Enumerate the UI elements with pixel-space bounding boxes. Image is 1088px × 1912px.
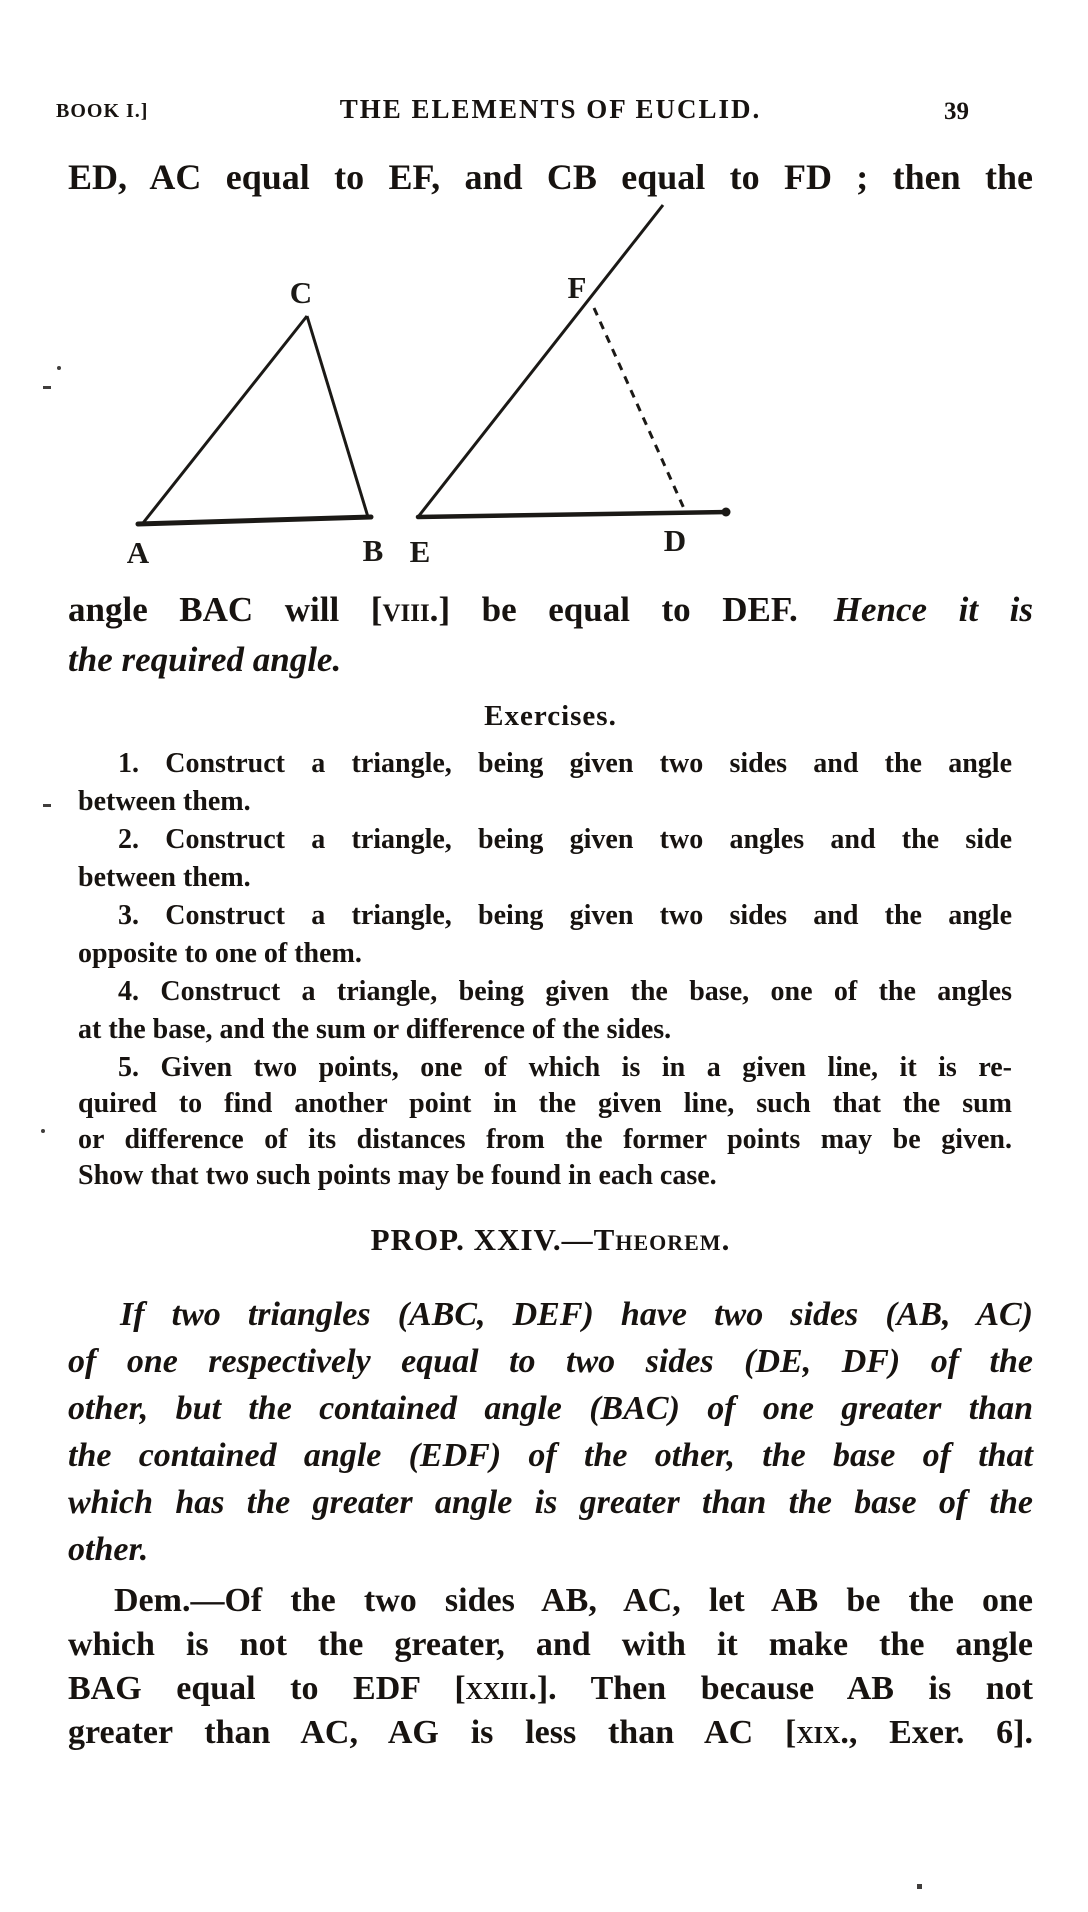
- dashed-line-FD: [594, 308, 686, 513]
- theorem-line-4: the contained angle (EDF) of the other, the base of that: [68, 1437, 1033, 1474]
- scan-speck: [43, 386, 51, 389]
- prop-reference-viii: viii.: [382, 590, 439, 629]
- proposition-heading: [68, 1222, 1033, 1258]
- demonstration-line-2: which is not the greater, and with it make the angle: [68, 1626, 1033, 1663]
- dem-label: Dem.: [114, 1582, 191, 1619]
- theorem-line-1: If two triangles (ABC, DEF) have two sides (AB, AC): [120, 1296, 1033, 1333]
- exercise-3-line-2: opposite to one of them.: [78, 938, 362, 969]
- exercise-1-line-1: 1. Construct a triangle, being given two sides and the angle: [118, 748, 1012, 779]
- exercise-2-line-1: 2. Construct a triangle, being given two angles and the side: [118, 824, 1012, 855]
- after-figure-text: angle BAC will [: [68, 590, 383, 629]
- triangle-base-AB: [138, 517, 371, 524]
- theorem-line-2: of one respectively equal to two sides (DE, DF) of the: [68, 1343, 1033, 1380]
- triangles-figure: [90, 195, 770, 585]
- scan-speck: [57, 366, 61, 370]
- running-head-book: BOOK I.]: [56, 100, 149, 122]
- exercise-5-line-1: 5. Given two points, one of which is in a given line, it is re-: [118, 1052, 1012, 1083]
- exercise-1-line-2: between them.: [78, 786, 251, 817]
- scan-speck: [917, 1884, 922, 1889]
- base-end-blob: [722, 508, 731, 517]
- page-number: 39: [944, 98, 969, 125]
- demonstration-line-1: [68, 1582, 1033, 1620]
- exercise-2-line-2: between them.: [78, 862, 251, 893]
- dem-line-4-text: greater than AC, AG is less than AC [: [68, 1714, 797, 1751]
- exercise-4-line-2: at the base, and the sum or difference of the sides.: [78, 1014, 672, 1045]
- demonstration-line-4: [68, 1714, 1033, 1752]
- after-figure-line-2: the required angle.: [68, 640, 342, 679]
- exercise-3-line-1: 3. Construct a triangle, being given two sides and the angle: [118, 900, 1012, 931]
- dem-line-3-text-2: ]. Then because AB is not: [536, 1670, 1033, 1707]
- prop-reference-xix: xix.: [796, 1714, 849, 1751]
- exercises-heading: Exercises.: [484, 700, 617, 732]
- running-head-title: THE ELEMENTS OF EUCLID.: [339, 94, 762, 124]
- dem-line-4-text-2: , Exer. 6].: [848, 1714, 1034, 1751]
- base-ED: [418, 512, 728, 517]
- exercise-5-line-4: Show that two such points may be found in each case.: [78, 1160, 717, 1191]
- after-figure-text-2: ] be equal to DEF.: [438, 590, 798, 629]
- vertex-label-B: B: [362, 533, 384, 568]
- scan-speck: [43, 804, 51, 807]
- intro-line: ED, AC equal to EF, and CB equal to FD ; then the: [68, 157, 1033, 197]
- proposition-type: Theorem.: [593, 1222, 731, 1257]
- theorem-line-3: other, but the contained angle (BAC) of one greater than: [68, 1390, 1033, 1427]
- hence-italic-text: Hence it is: [833, 590, 1033, 629]
- exercise-4-line-1: 4. Construct a triangle, being given the base, one of the angles: [118, 976, 1012, 1007]
- triangle-side-CB: [307, 316, 368, 517]
- triangle-side-AC: [143, 316, 307, 523]
- ray-EF: [418, 205, 663, 517]
- demonstration-line-3: [68, 1670, 1033, 1708]
- vertex-label-C: C: [289, 275, 313, 310]
- dem-line-3-text: BAG equal to EDF [: [68, 1670, 466, 1707]
- after-figure-line-1: [68, 590, 1033, 630]
- scan-speck: [41, 1129, 45, 1133]
- theorem-line-6: other.: [68, 1531, 149, 1568]
- prop-reference-xxiii: xxiii.: [465, 1670, 537, 1707]
- exercise-5-line-2: quired to find another point in the given line, such that the sum: [78, 1088, 1012, 1119]
- theorem-line-5: which has the greater angle is greater than the base of the: [68, 1484, 1033, 1521]
- vertex-label-F: F: [567, 270, 587, 305]
- exercise-5-line-3: or difference of its distances from the former points may be given.: [78, 1124, 1012, 1155]
- vertex-label-E: E: [409, 534, 431, 569]
- vertex-label-D: D: [663, 523, 687, 558]
- dem-line-1-text: —Of the two sides AB, AC, let AB be the one: [190, 1582, 1033, 1619]
- vertex-label-A: A: [126, 535, 150, 570]
- proposition-number: PROP. XXIV.—: [370, 1222, 594, 1257]
